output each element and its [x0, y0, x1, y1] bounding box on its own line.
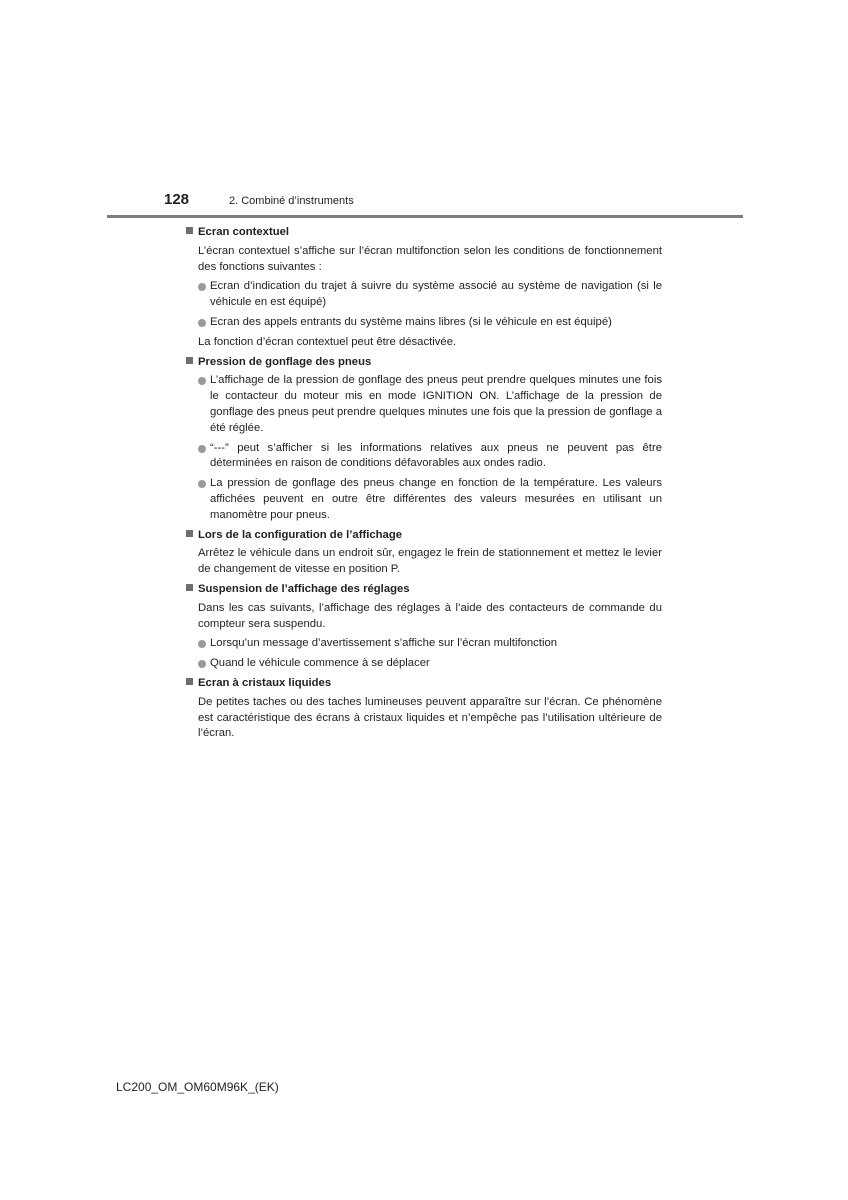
- paragraph: L’écran contextuel s’affiche sur l’écran multifonction selon les conditions de fonctionnement des fonctions suivantes :: [198, 244, 662, 273]
- section-title: Ecran à cristaux liquides: [198, 676, 332, 689]
- bullet-text: Ecran des appels entrants du système mains libres (si le véhicule en est équipé): [210, 315, 612, 328]
- section-title: Lors de la configuration de l’affichage: [198, 528, 403, 541]
- paragraph: La fonction d’écran contextuel peut être désactivée.: [198, 335, 457, 348]
- section-heading: [186, 582, 662, 598]
- chapter-title: 2. Combiné d’instruments: [229, 195, 354, 207]
- paragraph: Dans les cas suivants, l’affichage des réglages à l’aide des contacteurs de commande du compteur sera suspendu.: [198, 601, 662, 630]
- bullet-item: [198, 636, 662, 652]
- circle-bullet-icon: [198, 283, 206, 291]
- bullet-text: La pression de gonflage des pneus change en fonction de la température. Les valeurs affichées peuvent en outre être différentes des valeurs mesurées en utilisant un manomètre pour pneus.: [210, 477, 662, 521]
- bullet-item: [198, 441, 662, 473]
- square-bullet-icon: [186, 678, 193, 685]
- section-title: Suspension de l’affichage des réglages: [198, 582, 410, 595]
- bullet-item: [198, 656, 662, 672]
- bullet-text: Quand le véhicule commence à se déplacer: [210, 657, 430, 670]
- bullet-text: Lorsqu’un message d’avertissement s’affiche sur l’écran multifonction: [210, 637, 558, 650]
- circle-bullet-icon: [198, 319, 206, 327]
- section-title: Ecran contextuel: [198, 226, 290, 238]
- bullet-item: [198, 315, 662, 331]
- paragraph: Arrêtez le véhicule dans un endroit sûr, engagez le frein de stationnement et mettez le levier de changement de vitesse en position P.: [198, 547, 662, 576]
- header-rule: [107, 215, 743, 218]
- circle-bullet-icon: [198, 445, 206, 453]
- bullet-text: L’affichage de la pression de gonflage des pneus peut prendre quelques minutes une fois le contacteur du moteur mis en mode IGNITION ON. L’affichage de la pression de gonflage des pneus peut prendre quelques minutes une fois que la pression de gonflage a été réglée.: [210, 374, 662, 434]
- circle-bullet-icon: [198, 660, 206, 668]
- section: [186, 528, 662, 578]
- section-heading: [186, 676, 662, 692]
- section-title: Pression de gonflage des pneus: [198, 355, 372, 368]
- page-number: 128: [164, 191, 190, 208]
- paragraph: De petites taches ou des taches lumineuses peuvent apparaître sur l’écran. Ce phénomène est caractéristique des écrans à cristaux liquides et n’empêche pas l’utilisation ultérieure de l’écran.: [198, 695, 662, 740]
- square-bullet-icon: [186, 530, 193, 537]
- square-bullet-icon: [186, 357, 193, 364]
- square-bullet-icon: [186, 227, 193, 234]
- square-bullet-icon: [186, 584, 193, 591]
- bullet-item: [198, 373, 662, 436]
- section-heading: [186, 225, 662, 241]
- bullet-item: [198, 279, 662, 311]
- circle-bullet-icon: [198, 377, 206, 385]
- section: [186, 355, 662, 524]
- section: [186, 225, 662, 351]
- bullet-item: [198, 476, 662, 523]
- bullet-text: Ecran d’indication du trajet à suivre du système associé au système de navigation (si le véhicule en est équipé): [210, 280, 662, 309]
- footer-code: LC200_OM_OM60M96K_(EK): [116, 1080, 279, 1094]
- circle-bullet-icon: [198, 480, 206, 488]
- section-heading: [186, 528, 662, 544]
- bullet-text: “---” peut s’afficher si les informations relatives aux pneus ne peuvent pas être déterminées en raison de conditions défavorables aux ondes radio.: [210, 441, 662, 470]
- section: [186, 676, 662, 742]
- circle-bullet-icon: [198, 640, 206, 648]
- section-heading: [186, 355, 662, 371]
- section: [186, 582, 662, 672]
- main-content: [186, 225, 662, 746]
